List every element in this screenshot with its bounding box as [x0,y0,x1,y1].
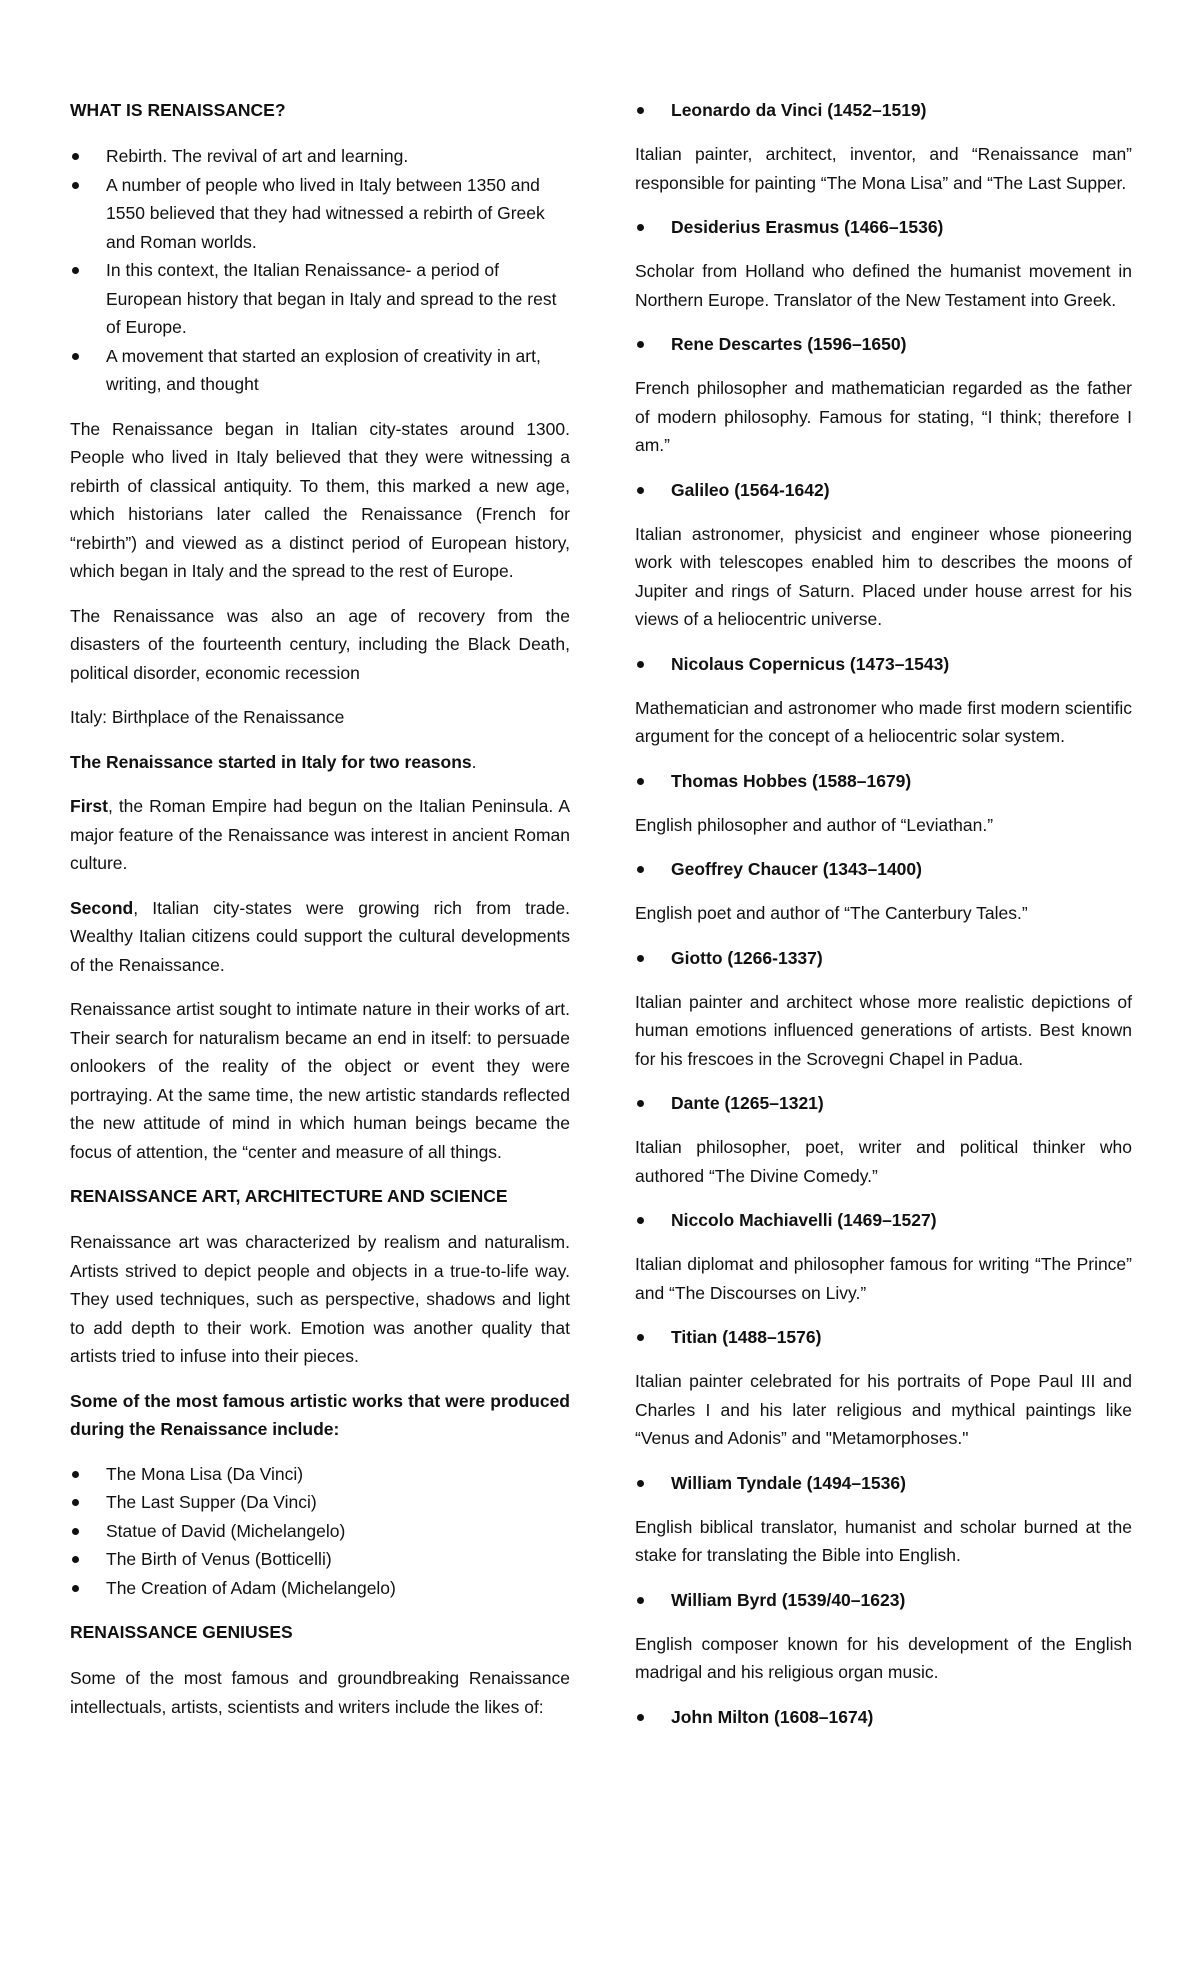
list-item: A movement that started an explosion of creativity in art, writing, and thought [70,342,570,399]
person-name: Rene Descartes (1596–1650) [635,330,1132,358]
person-name: Nicolaus Copernicus (1473–1543) [635,650,1132,678]
list-item: In this context, the Italian Renaissance- a period of European history that began in Italy and spread to the rest of Europe. [70,256,570,342]
paragraph-first-reason [70,792,570,878]
list-item: The Birth of Venus (Botticelli) [70,1545,570,1574]
heading-art-architecture-science: RENAISSANCE ART, ARCHITECTURE AND SCIENCE [70,1186,508,1206]
person-entry [635,96,1132,197]
second-label: Second [70,897,134,918]
person-description: English poet and author of “The Canterbury Tales.” [635,903,1028,923]
person-description: Italian painter and architect whose more realistic depictions of human emotions influenced generations of artists. Best known for his frescoes in the Scrovegni Chapel in Padua. [635,991,1132,1069]
person-description: English composer known for his development of the English madrigal and his religious organ music. [635,1633,1132,1682]
person-description: Italian philosopher, poet, writer and political thinker who authored “The Divine Comedy.” [635,1137,1132,1186]
paragraph-naturalism: Renaissance artist sought to intimate nature in their works of art. Their search for naturalism became an end in itself: to persuade onlookers of the reality of the object or event they were portraying. At the same time, the new artistic standards reflected the new attitude of mind in which human beings became the focus of attention, the “center and measure of all things. [70,999,570,1162]
person-entry [635,476,1132,634]
paragraph-second-reason [70,894,570,980]
heading-renaissance-geniuses: RENAISSANCE GENIUSES [70,1622,293,1642]
list-item: A number of people who lived in Italy between 1350 and 1550 believed that they had witnessed a rebirth of Greek and Roman worlds. [70,171,570,257]
paragraph-famous-works-intro [70,1387,570,1444]
person-name: Giotto (1266-1337) [635,944,1132,972]
list-item: Statue of David (Michelangelo) [70,1517,570,1546]
person-name: John Milton (1608–1674) [635,1703,1132,1731]
paragraph-geniuses-intro: Some of the most famous and groundbreaking Renaissance intellectuals, artists, scientists and writers include the likes of: [70,1668,570,1717]
person-entry [635,1703,1132,1731]
person-name: Galileo (1564-1642) [635,476,1132,504]
two-reasons-bold: The Renaissance started in Italy for two reasons [70,751,472,772]
person-name: Niccolo Machiavelli (1469–1527) [635,1206,1132,1234]
person-name: Dante (1265–1321) [635,1089,1132,1117]
person-description: Italian astronomer, physicist and engineer whose pioneering work with telescopes enabled him to describes the moons of Jupiter and rings of Saturn. Placed under house arrest for his views of a heliocentric universe. [635,523,1132,629]
intro-bullet-list [70,142,570,399]
two-reasons-end: . [471,751,477,772]
list-item: The Creation of Adam (Michelangelo) [70,1574,570,1603]
person-name: Leonardo da Vinci (1452–1519) [635,96,1132,124]
person-description: French philosopher and mathematician regarded as the father of modern philosophy. Famous for stating, “I think; therefore I am.” [635,378,1132,455]
second-text: , Italian city-states were growing rich from trade. Wealthy Italian citizens could support the cultural developments of the Renaissance. [70,897,570,975]
person-name: Desiderius Erasmus (1466–1536) [635,213,1132,241]
list-item: The Mona Lisa (Da Vinci) [70,1460,570,1489]
paragraph-renaissance-art: Renaissance art was characterized by realism and naturalism. Artists strived to depict people and objects in a true-to-life way. They used techniques, such as perspective, shadows and light to add depth to their work. Emotion was another quality that artists tried to infuse into their pieces. [70,1232,570,1366]
person-name: Geoffrey Chaucer (1343–1400) [635,855,1132,883]
person-entry [635,767,1132,840]
person-entry [635,330,1132,460]
person-description: Italian painter celebrated for his portraits of Pope Paul III and Charles I and his later religious and mythical paintings like “Venus and Adonis” and "Metamorphoses." [635,1371,1132,1448]
person-description: English biblical translator, humanist and scholar burned at the stake for translating the Bible into English. [635,1516,1132,1565]
person-description: Italian painter, architect, inventor, and “Renaissance man” responsible for painting “The Mona Lisa” and “The Last Supper. [635,144,1132,193]
famous-works-list [70,1460,570,1603]
left-column [70,96,570,1737]
person-name: Titian (1488–1576) [635,1323,1132,1351]
person-name: Thomas Hobbes (1588–1679) [635,767,1132,795]
person-entry [635,944,1132,1074]
person-description: Mathematician and astronomer who made first modern scientific argument for the concept of a heliocentric solar system. [635,697,1132,746]
paragraph-two-reasons [70,748,570,777]
person-entry [635,650,1132,751]
person-entry [635,1323,1132,1453]
person-description: English philosopher and author of “Leviathan.” [635,814,994,835]
paragraph-birthplace: Italy: Birthplace of the Renaissance [70,707,345,727]
first-text: , the Roman Empire had begun on the Italian Peninsula. A major feature of the Renaissance was interest in ancient Roman culture. [70,796,570,873]
list-item: The Last Supper (Da Vinci) [70,1488,570,1517]
famous-works-bold: Some of the most famous artistic works that were produced during the Renaissance include: [70,1390,570,1439]
person-entry [635,1586,1132,1687]
person-entry [635,1089,1132,1190]
person-entry [635,213,1132,314]
person-name: William Tyndale (1494–1536) [635,1469,1132,1497]
person-description: Scholar from Holland who defined the humanist movement in Northern Europe. Translator of the New Testament into Greek. [635,261,1132,310]
person-name: William Byrd (1539/40–1623) [635,1586,1132,1614]
list-item: Rebirth. The revival of art and learning. [70,142,570,171]
paragraph-recovery: The Renaissance was also an age of recovery from the disasters of the fourteenth century, including the Black Death, political disorder, economic recession [70,605,570,683]
person-entry [635,1469,1132,1570]
person-entry [635,1206,1132,1307]
person-entry [635,855,1132,928]
paragraph-origins: The Renaissance began in Italian city-states around 1300. People who lived in Italy believed that they were witnessing a rebirth of classical antiquity. To them, this marked a new age, which historians later called the Renaissance (French for “rebirth”) and viewed as a distinct period of European history, which began in Italy and the spread to the rest of Europe. [70,418,570,581]
person-description: Italian diplomat and philosopher famous for writing “The Prince” and “The Discourses on Livy.” [635,1254,1132,1303]
first-label: First [70,796,108,816]
heading-what-is-renaissance: WHAT IS RENAISSANCE? [70,100,286,120]
right-column [635,96,1132,1747]
